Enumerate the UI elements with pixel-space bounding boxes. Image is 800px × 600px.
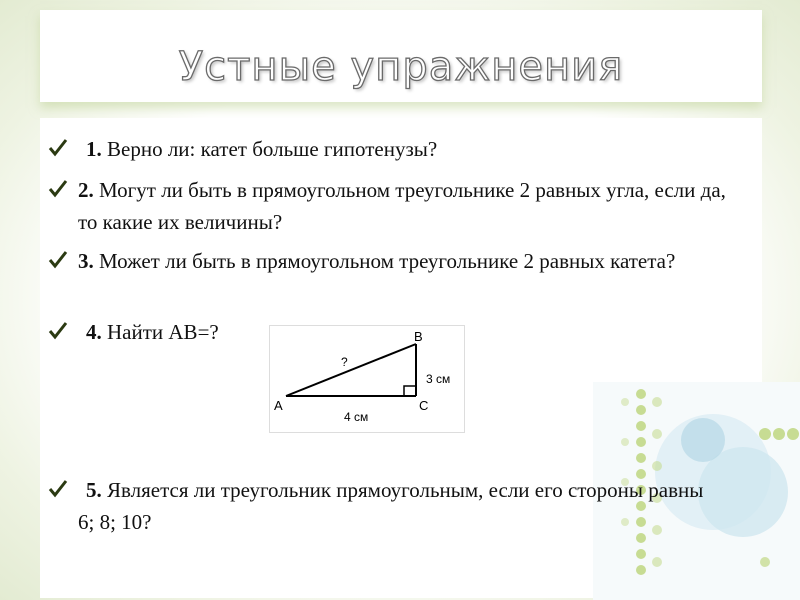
checkmark-icon xyxy=(48,478,68,498)
vertex-c-label: C xyxy=(419,398,429,413)
checkmark-icon xyxy=(48,249,68,269)
title-panel xyxy=(40,10,762,102)
slide-title: Устные упражнения xyxy=(178,44,624,90)
item-number: 3. xyxy=(78,249,94,273)
item-number: 5. xyxy=(86,478,102,502)
side-bc-label: 3 см xyxy=(426,372,451,386)
checkmark-icon xyxy=(48,320,68,340)
checkmark-icon xyxy=(48,178,68,198)
item-number: 2. xyxy=(78,178,94,202)
hypotenuse-label: ? xyxy=(341,355,348,369)
right-triangle-diagram xyxy=(270,326,466,434)
vertex-b-label: B xyxy=(414,329,423,344)
item-text: Является ли треугольник прямоугольным, если его стороны равны 6; 8; 10? xyxy=(78,478,704,534)
triangle-figure xyxy=(269,325,465,433)
item-text: Может ли быть в прямоугольном треугольнике 2 равных катета? xyxy=(93,249,676,273)
checkmark-icon xyxy=(48,137,68,157)
item-number: 4. xyxy=(86,320,102,344)
vertex-a-label: A xyxy=(274,398,283,413)
item-number: 1. xyxy=(86,137,102,161)
item-text: Верно ли: катет больше гипотенузы? xyxy=(101,137,438,161)
item-text: Могут ли быть в прямоугольном треугольнике 2 равных угла, если да, то какие их величины? xyxy=(78,178,726,234)
hypotenuse-line xyxy=(286,344,416,396)
item-text: Найти AB=? xyxy=(101,320,219,344)
side-ac-label: 4 см xyxy=(344,410,369,424)
right-angle-mark xyxy=(404,386,416,396)
